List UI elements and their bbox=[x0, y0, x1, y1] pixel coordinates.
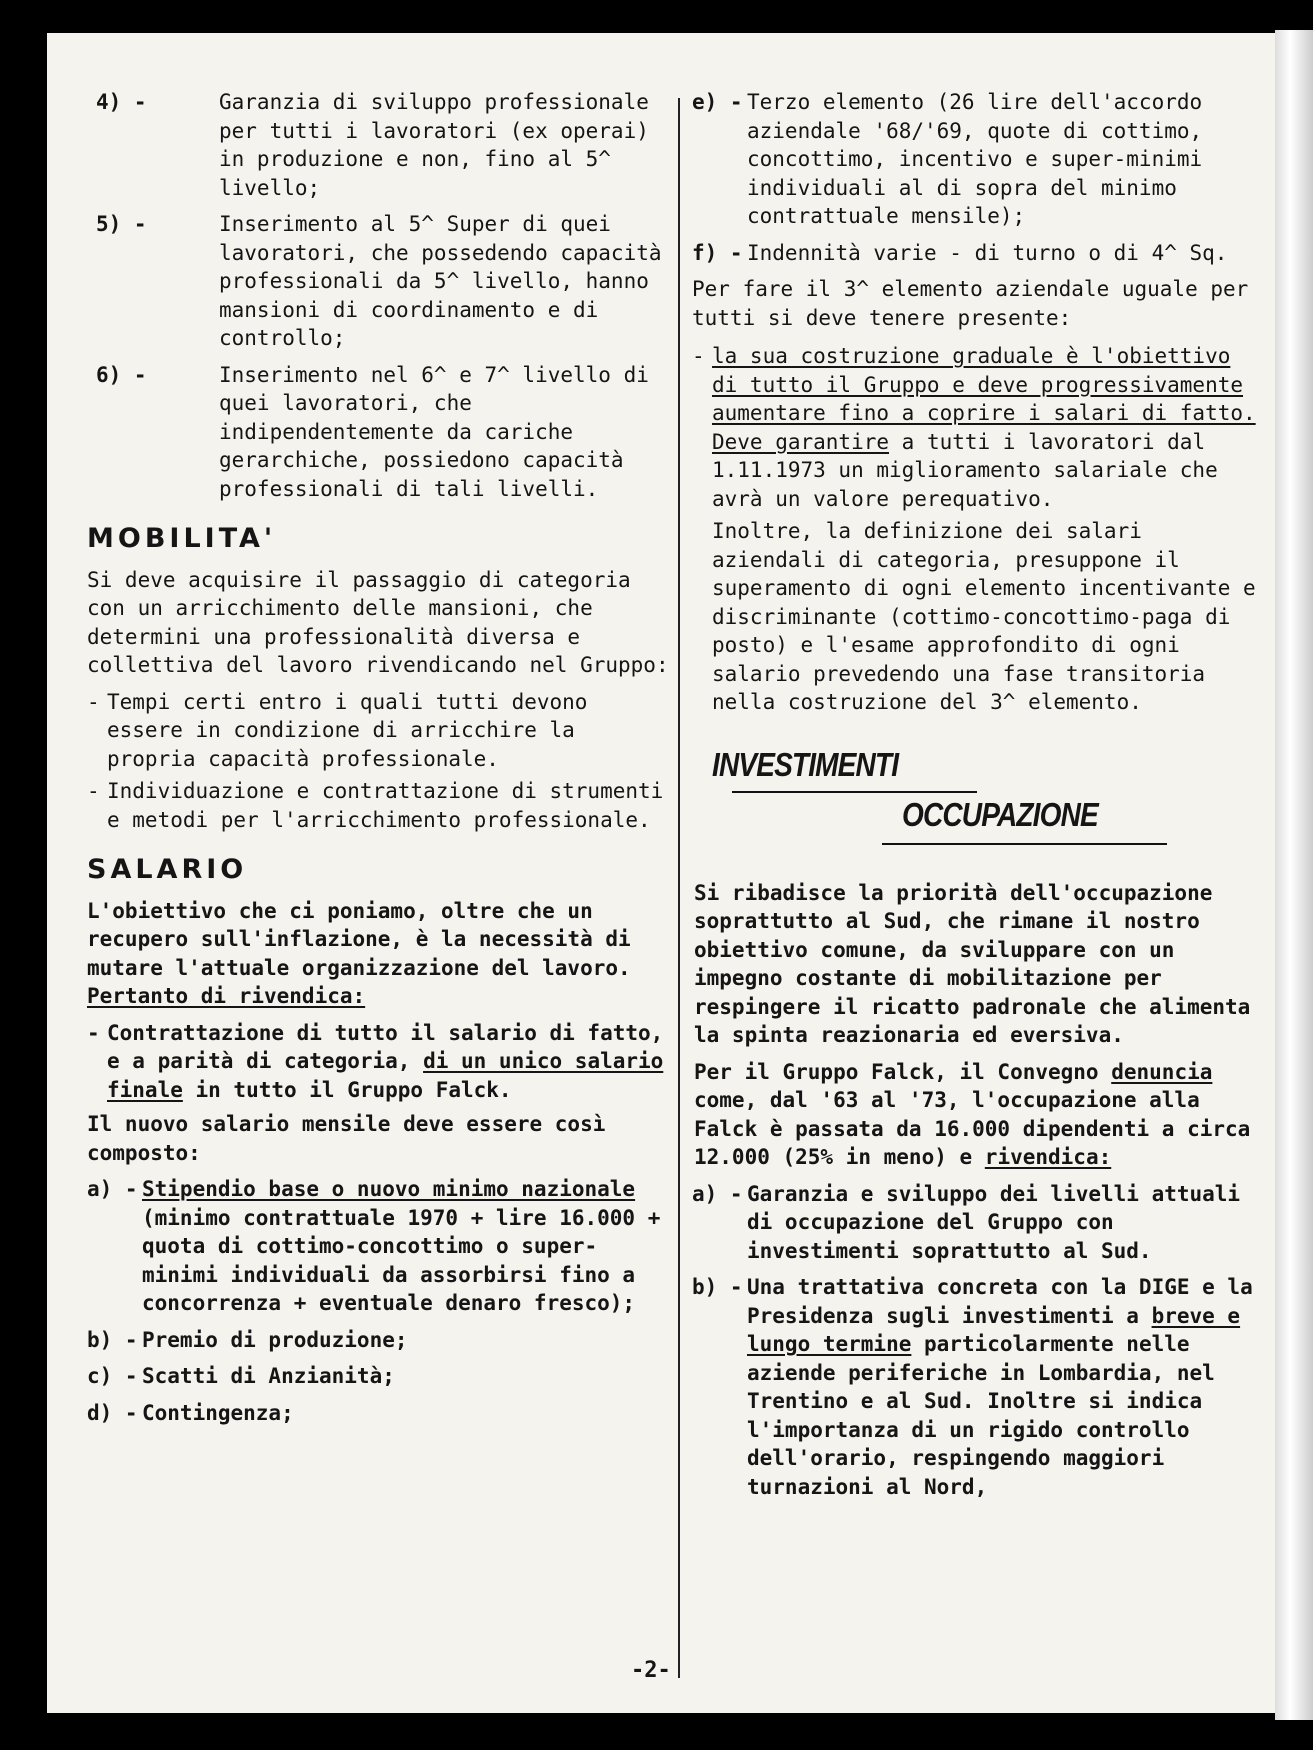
item-text: Garanzia di sviluppo professionale per tutti i lavoratori (ex operai) in produzione e non, fino al 5^ livello; bbox=[219, 90, 649, 200]
paragraph-text: Per il Gruppo Falck, il Convegno bbox=[694, 1059, 1112, 1084]
item-label: f) - bbox=[692, 240, 743, 265]
section-heading-mobilita: MOBILITA' bbox=[87, 523, 277, 554]
inoltre-paragraph: Inoltre, la definizione dei salari aziendali di categoria, presuppone il superamento di ogni elemento incentivante e discriminante (cottimo-concottimo-paga di posto) e l'esame approfondito di ogni salario prevedendo una fase transitoria nella costruzione del 3^ elemento. bbox=[712, 519, 1256, 714]
item-text: Indennità varie - di turno o di 4^ Sq. bbox=[747, 240, 1228, 265]
item-number: 5) - bbox=[96, 212, 147, 236]
item-text: Inserimento nel 6^ e 7^ livello di quei lavoratori, che indipendentemente da cariche gerarchiche, possiedono capacità professionali di tali livelli. bbox=[219, 362, 649, 501]
lettered-item bbox=[87, 1326, 672, 1355]
numbered-item bbox=[87, 210, 672, 353]
item-label: a) - bbox=[692, 1181, 743, 1206]
list-item-underlined: la sua costruzione graduale è l'obiettivo di tutto il Gruppo e deve progressivamente aumentare fino a coprire i salari di fatto. bbox=[712, 344, 1256, 425]
falck-paragraph bbox=[692, 1058, 1262, 1172]
investimenti-heading bbox=[712, 745, 1262, 861]
section-heading-salario: SALARIO bbox=[87, 854, 248, 885]
mobilita-intro: Si deve acquisire il passaggio di categoria con un arricchimento delle mansioni, che determini una professionalità diversa e collettiva del lavoro rivendicando nel Gruppo: bbox=[87, 567, 669, 677]
item-text: Garanzia e sviluppo dei livelli attuali di occupazione del Gruppo con investimenti soprattutto al Sud. bbox=[747, 1181, 1241, 1263]
numbered-item bbox=[87, 88, 672, 202]
item-text: Scatti di Anzianità; bbox=[142, 1364, 395, 1388]
document-page bbox=[47, 33, 1275, 1713]
paragraph-text: come, dal '63 al '73, l'occupazione alla Falck è passata da 16.000 dipendenti a circa 12.000 (25% in meno) e bbox=[694, 1088, 1251, 1169]
lettered-item bbox=[87, 1175, 672, 1318]
lettered-item bbox=[692, 1180, 1262, 1266]
list-item-text: in tutto il Gruppo Falck. bbox=[182, 1077, 512, 1102]
item-label: d) - bbox=[87, 1400, 138, 1425]
lettered-item bbox=[87, 1362, 672, 1391]
right-column bbox=[692, 88, 1262, 1509]
page-edge bbox=[1275, 30, 1313, 1720]
item-label: b) - bbox=[87, 1327, 138, 1352]
occupazione-paragraph: Si ribadisce la priorità dell'occupazione soprattutto al Sud, che rimane il nostro obiettivo comune, da sviluppare con un impegno costante di mobilitazione per respingere il ricatto padronale che alimenta la spinta reazionaria ed eversiva. bbox=[694, 880, 1251, 1047]
item-text: Premio di produzione; bbox=[142, 1327, 408, 1352]
item-underlined: Stipendio base o nuovo minimo nazionale bbox=[142, 1177, 636, 1201]
item-number: 6) - bbox=[96, 362, 147, 387]
salario-intro bbox=[87, 897, 672, 1011]
item-text: Contingenza; bbox=[142, 1400, 294, 1425]
paragraph-underlined: rivendica: bbox=[984, 1145, 1112, 1169]
lettered-item bbox=[692, 1273, 1262, 1501]
salario-intro-underlined: Pertanto di rivendica: bbox=[87, 984, 366, 1008]
item-text: particolarmente nelle aziende periferiche in Lombardia, nel Trentino e al Sud. Inoltre si indica l'importanza di un rigido controllo dell'orario, respingendo maggiori turnazioni al Nord, bbox=[747, 1332, 1215, 1499]
left-column bbox=[87, 88, 672, 1435]
list-item-underlined: Deve garantire bbox=[712, 429, 890, 454]
heading-rule bbox=[732, 791, 977, 793]
item-text: Una trattativa concreta con la DIGE e la Presidenza sugli investimenti a bbox=[747, 1275, 1253, 1328]
item-underlined: breve e lungo termine bbox=[747, 1303, 1241, 1356]
list-item-text: a tutti i lavoratori dal 1.11.1973 un miglioramento salariale che avrà un valore perequativo. bbox=[712, 429, 1218, 511]
heading-investimenti: INVESTIMENTI bbox=[712, 745, 899, 783]
item-text: (minimo contrattuale 1970 + lire 16.000 + quota di cottimo-concottimo o super-minimi individuali da assorbirsi fino a concorrenza + eventuale denaro fresco); bbox=[142, 1205, 661, 1315]
item-text: Inserimento al 5^ Super di quei lavoratori, che possedendo capacità professionali da 5^ livello, hanno mansioni di coordinamento e di controllo; bbox=[219, 212, 662, 350]
paragraph-underlined: denuncia bbox=[1111, 1059, 1213, 1084]
item-number: 4) - bbox=[96, 90, 147, 114]
lettered-item bbox=[692, 239, 1262, 268]
item-label: c) - bbox=[87, 1364, 138, 1388]
column-divider bbox=[678, 98, 680, 1678]
list-item: - Contrattazione di tutto il salario di fatto, e a parità di categoria, di un unico salario finale in tutto il Gruppo Falck. bbox=[87, 1020, 664, 1102]
heading-occupazione: OCCUPAZIONE bbox=[902, 795, 1098, 833]
lettered-item bbox=[692, 88, 1262, 231]
salario-composed: Il nuovo salario mensile deve essere così composto: bbox=[87, 1112, 606, 1165]
list-item: - la sua costruzione graduale è l'obiettivo di tutto il Gruppo e deve progressivamente aumentare fino a coprire i salari di fatto. Deve garantire a tutti i lavoratori dal 1.11.1973 un miglioramento salariale che avrà un valore perequativo. bbox=[692, 344, 1256, 511]
list-item-underlined: di un unico salario finale bbox=[107, 1049, 664, 1102]
terzo-intro: Per fare il 3^ elemento aziendale uguale per tutti si deve tenere presente: bbox=[692, 277, 1249, 330]
list-item: - Tempi certi entro i quali tutti devono essere in condizione di arricchire la propria capacità professionale. bbox=[87, 689, 588, 771]
list-item: - Individuazione e contrattazione di strumenti e metodi per l'arricchimento professionale. bbox=[87, 779, 664, 832]
list-item-text: Tempi certi entro i quali tutti devono essere in condizione di arricchire la propria capacità professionale. bbox=[107, 689, 588, 771]
heading-rule bbox=[882, 843, 1167, 845]
lettered-item bbox=[87, 1399, 672, 1428]
numbered-item bbox=[87, 361, 672, 504]
salario-intro-text: L'obiettivo che ci poniamo, oltre che un recupero sull'inflazione, è la necessità di mutare l'attuale organizzazione del lavoro. bbox=[87, 898, 631, 980]
item-label: e) - bbox=[692, 90, 743, 114]
item-label: b) - bbox=[692, 1275, 743, 1299]
item-label: a) - bbox=[87, 1177, 138, 1201]
page-number: -2- bbox=[631, 1658, 671, 1683]
list-item-text: Contrattazione di tutto il salario di fatto, e a parità di categoria, bbox=[107, 1020, 664, 1073]
list-item-text: Individuazione e contrattazione di strumenti e metodi per l'arricchimento professionale. bbox=[107, 779, 664, 832]
item-text: Terzo elemento (26 lire dell'accordo aziendale '68/'69, quote di cottimo, concottimo, incentivo e super-minimi individuali al di sopra del minimo contrattuale mensile); bbox=[747, 90, 1203, 228]
